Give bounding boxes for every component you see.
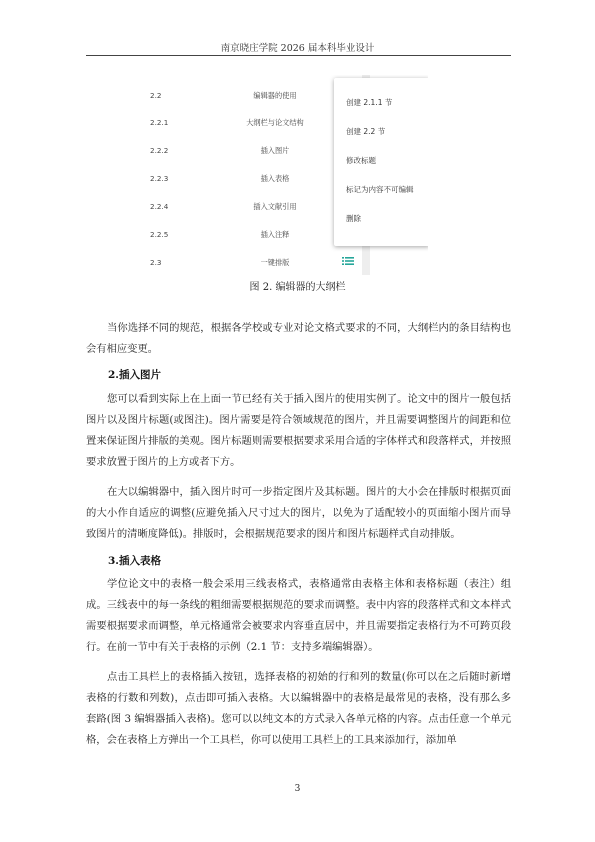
outline-row-title: 插入文献引用 — [253, 202, 297, 211]
outline-row-number: 2.2 — [150, 91, 162, 100]
menu-item-label: 创建 2.1.1 节 — [346, 98, 393, 107]
outline-row[interactable] — [140, 137, 362, 163]
paragraph: 点击工具栏上的表格插入按钮，选择表格的初始的行和列的数量(你可以在之后随时新增表格的行数和列数)，点击即可插入表格。大以编辑器中的表格是最常见的表格，没有那么多套路(图 3 编辑器插入表格)。您可以以纯文本的方式录入各单元格的内容。点击任意一个单元格，会在表格上方弹出一个工具栏，你可以使用工具栏上的工具来添加行，添加单 — [86, 671, 511, 746]
context-menu — [334, 78, 428, 246]
outline-row-number: 2.3 — [150, 258, 162, 267]
paragraph: 学位论文中的表格一般会采用三线表格式，表格通常由表格主体和表格标题（表注）组成。三线表中的每一条线的粗细需要根据规范的要求而调整。表中内容的段落样式和文本样式需要根据要求而调整，单元格通常会被要求内容垂直居中，并且需要指定表格行为不可跨页段行。在前一节中有关于表格的示例（2.1 节：支持多端编辑器）。 — [86, 578, 511, 653]
outline-row-number: 2.2.3 — [150, 174, 169, 183]
outline-row[interactable] — [140, 221, 362, 247]
section-heading: 2.插入图片 — [108, 369, 161, 381]
menu-item-label: 修改标题 — [346, 156, 376, 165]
outline-row-title: 编辑器的使用 — [253, 91, 297, 100]
outline-row[interactable] — [140, 165, 362, 191]
outline-row-title: 大纲栏与论文结构 — [246, 118, 304, 127]
outline-row[interactable] — [140, 193, 362, 219]
page-number: 3 — [294, 784, 301, 794]
outline-row-title: 一键排版 — [260, 258, 290, 267]
outline-row[interactable] — [140, 82, 362, 108]
outline-row-title: 插入表格 — [260, 174, 290, 183]
outline-row-number: 2.2.2 — [150, 146, 169, 155]
outline-row-title: 插入图片 — [260, 146, 290, 155]
menu-item-label: 标记为内容不可编辑 — [346, 185, 414, 194]
figure-caption: 图 2. 编辑器的大纲栏 — [249, 282, 346, 293]
outline-row-number: 2.2.1 — [150, 118, 169, 127]
outline-panel — [140, 75, 362, 275]
menu-item-label: 删除 — [346, 214, 361, 223]
outline-row[interactable] — [140, 109, 362, 135]
outline-row[interactable] — [140, 249, 362, 275]
header-rule — [86, 55, 511, 56]
menu-item-mark-readonly[interactable] — [334, 175, 428, 201]
menu-item-delete[interactable] — [334, 204, 428, 230]
section-heading: 3.插入表格 — [108, 555, 161, 567]
outline-row-number: 2.2.5 — [150, 230, 169, 239]
page-header: 南京晓庄学院 2026 届本科毕业设计 — [220, 43, 375, 54]
outline-row-number: 2.2.4 — [150, 202, 169, 211]
outline-figure — [140, 75, 428, 275]
outline-row-title: 插入注释 — [260, 230, 290, 239]
menu-item-rename[interactable] — [334, 146, 428, 172]
menu-item-label: 创建 2.2 节 — [346, 127, 386, 136]
paragraph: 在大以编辑器中，插入图片时可一步指定图片及其标题。图片的大小会在排版时根据页面的大小作自适应的调整(应避免插入尺寸过大的图片，以免为了适配较小的页面缩小图片而导致图片的清晰度降低)。排版时，会根据规范要求的图片和图片标题样式自动排版。 — [86, 486, 511, 540]
list-icon[interactable] — [342, 256, 354, 266]
menu-item-create-section[interactable] — [334, 117, 428, 143]
paragraph: 当你选择不同的规范，根据各学校或专业对论文格式要求的不同，大纲栏内的条目结构也会有相应变更。 — [86, 322, 511, 355]
menu-item-create-subsection[interactable] — [334, 88, 428, 114]
paragraph: 您可以看到实际上在上面一节已经有关于插入图片的使用实例了。论文中的图片一般包括图片以及图片标题(或图注)。图片需要是符合领域规范的图片，并且需要调整图片的间距和位置来保证图片排版的美观。图片标题则需要根据要求采用合适的字体样式和段落样式，并按照要求放置于图片的上方或者下方。 — [86, 393, 511, 468]
